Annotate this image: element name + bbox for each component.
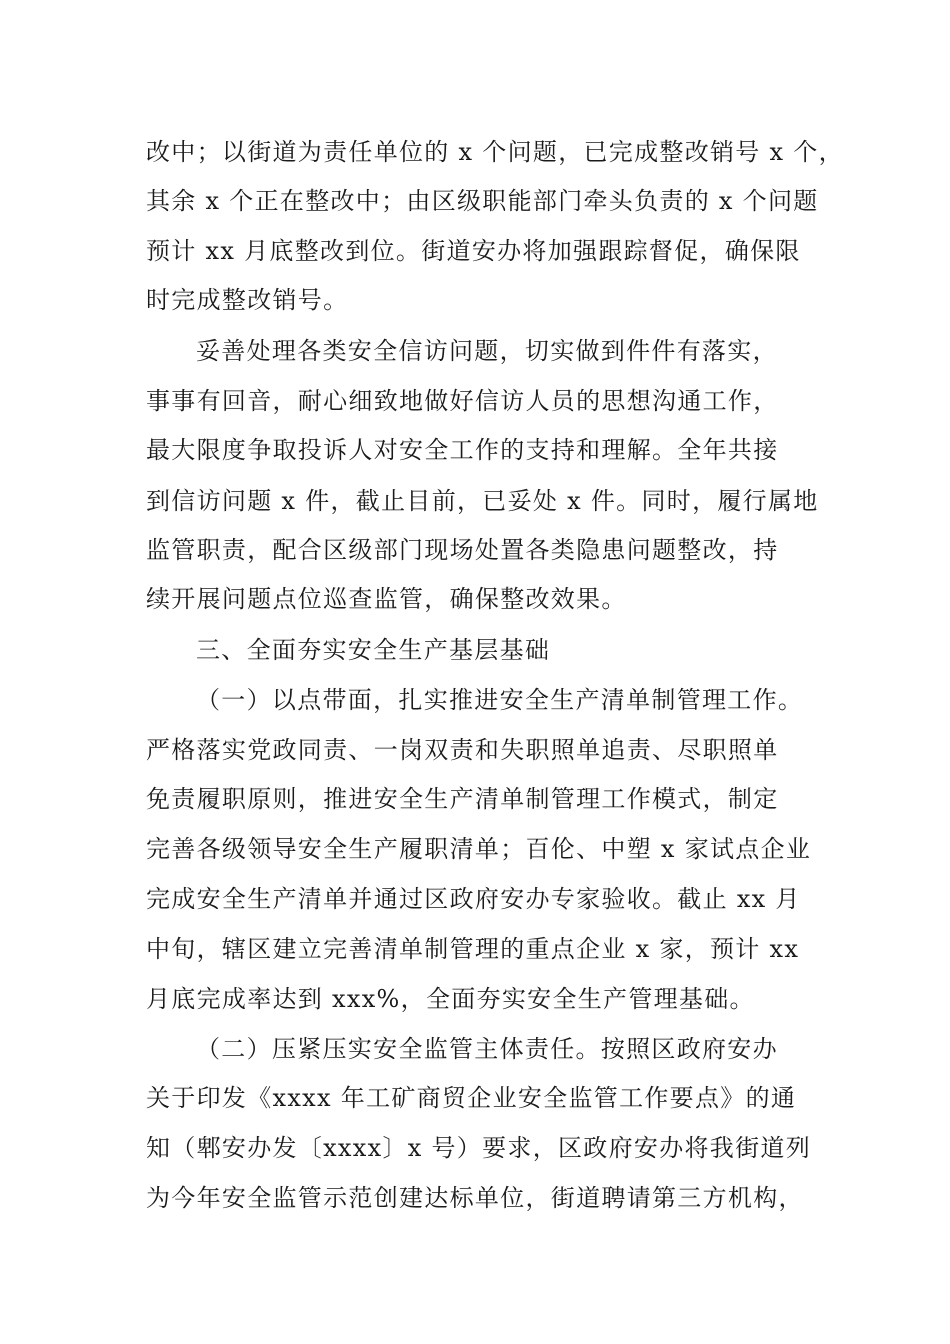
text-line: 知（郫安办发〔xxxx〕x 号）要求，区政府安办将我街道列: [146, 1134, 812, 1162]
text-line: 关于印发《xxxx 年工矿商贸企业安全监管工作要点》的通: [146, 1084, 797, 1112]
text-line: 到信访问题 x 件，截止目前，已妥处 x 件。同时，履行属地: [146, 487, 819, 515]
text-line: 严格落实党政同责、一岗双责和失职照单追责、尽职照单: [146, 736, 779, 764]
text-line: 免责履职原则，推进安全生产清单制管理工作模式，制定: [146, 785, 779, 813]
text-line: 为今年安全监管示范创建达标单位，街道聘请第三方机构，: [146, 1184, 804, 1212]
subsection-heading: （一）以点带面，扎实推进安全生产清单制管理工作。: [196, 686, 804, 714]
text-line: 完善各级领导安全生产履职清单；百伦、中塑 x 家试点企业: [146, 835, 812, 863]
subsection-heading: （二）压紧压实安全监管主体责任。按照区政府安办: [196, 1035, 778, 1063]
text-line: 监管职责，配合区级部门现场处置各类隐患问题整改，持: [146, 536, 779, 564]
text-line: 中旬，辖区建立完善清单制管理的重点企业 x 家，预计 xx: [146, 935, 800, 963]
text-line: 预计 xx 月底整改到位。街道安办将加强跟踪督促，确保限: [146, 237, 801, 265]
text-line: 月底完成率达到 xxx%，全面夯实安全生产管理基础。: [146, 985, 755, 1013]
text-line: 最大限度争取投诉人对安全工作的支持和理解。全年共接: [146, 436, 779, 464]
text-line: 改中；以街道为责任单位的 x 个问题，已完成整改销号 x 个，: [146, 138, 844, 166]
text-line: 时完成整改销号。: [146, 286, 349, 314]
text-line: 完成安全生产清单并通过区政府安办专家验收。截止 xx 月: [146, 885, 801, 913]
text-line: 事事有回音，耐心细致地做好信访人员的思想沟通工作，: [146, 387, 779, 415]
text-line: 其余 x 个正在整改中；由区级职能部门牵头负责的 x 个问题: [146, 187, 819, 215]
text-line: 续开展问题点位巡查监管，确保整改效果。: [146, 585, 627, 613]
section-heading: 三、全面夯实安全生产基层基础: [196, 636, 551, 664]
paragraph-first-line: 妥善处理各类安全信访问题，切实做到件件有落实，: [196, 337, 778, 365]
